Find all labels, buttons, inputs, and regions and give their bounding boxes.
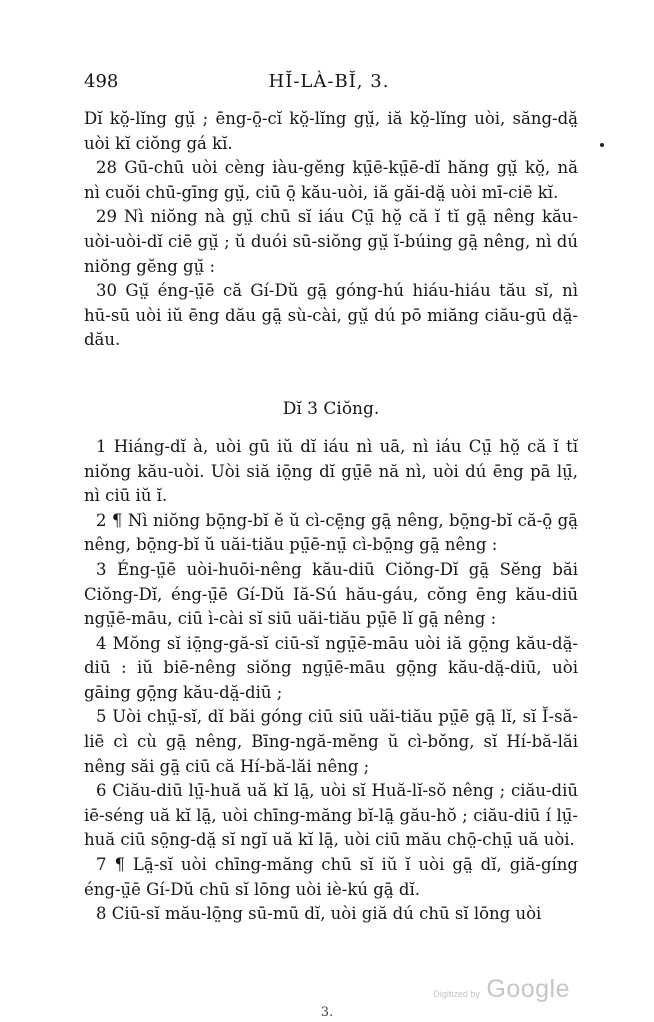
verse-4: 4 Mŏng sĭ iō̤ng-gă-sĭ ciū-sĭ ngṳ̄ē-māu uòi iă gō̤ng kău-dă̤-diū : iŭ biē-nêng siŏng ngṳ̄ē-māu gō̤ng kău-dă̤-diū, uòi gāing gō̤ng kău-dă̤-diū ; [84, 633, 578, 702]
verse-29: 29 Nì niŏng nà gṳ̆ chū sĭ iáu Cṳ̄ hŏ̤ că ĭ tĭ gā̤ nêng kău-uòi-uòi-dĭ ciē gṳ̆ ; ŭ duói sū-siŏng gṳ̆ ĭ-búing gā̤ nêng, nì dú niŏng gĕng gṳ̆ : [84, 207, 578, 276]
verse-7: 7 ¶ Lā̤-sĭ uòi chīng-măng chū sĭ iŭ ĭ uòi gā̤ dĭ, giă-gíng éng-ṳ̄ē Gí-Dŭ chū sĭ lōng uòi iè-kú gā̤ dĭ. [84, 855, 578, 899]
verse-28: 28 Gū-chū uòi cèng iàu-gĕng kṳ̄ē-kṳ̄ē-dĭ hăng gṳ̆ kŏ̤, nă nì cuŏi chū-gīng gṳ̆, ciū ō̤ kău-uòi, iă găi-dă̤ uòi mī-ciē kĭ. [84, 158, 578, 202]
verse-3: 3 Éng-ṳ̄ē uòi-huōi-nêng kău-diū Ciŏng-Dĭ gā̤ Sĕng băi Ciŏng-Dĭ, éng-ṳ̄ē Gí-Dŭ Iă-Sú hău-gáu, cŏng ēng kău-diū ngṳ̄ē-māu, ciū ì-cài sĭ siū uăi-tiău pṳ̄ē lĭ gā̤ nêng : [84, 559, 578, 629]
digitized-watermark [433, 975, 570, 1004]
verse-8: 8 Ciū-sĭ mău-lō̤ng sū-mū dĭ, uòi giă dú chū sĭ lōng uòi [96, 904, 542, 924]
signature-mark: 3. [320, 1005, 334, 1020]
chapter-heading: Dĭ 3 Ciŏng. [282, 398, 380, 419]
verse-2: 2 ¶ Nì niŏng bō̤ng-bĭ ĕ ŭ cì-cē̤ng gā̤ nêng, bō̤ng-bĭ că-ō̤ gā̤ nêng, bō̤ng-bĭ ŭ uăi-tiău pṳ̄ē-nṳ̄ cì-bō̤ng gā̤ nêng : [84, 510, 578, 555]
verse-6: 6 Ciău-diū lṳ̄-huă uă kĭ lā̤, uòi sĭ Huă-lĭ-sŏ nêng ; ciău-diū iē-séng uă kĭ lā̤, uòi chīng-măng bĭ-lā̤ gău-hŏ ; ciău-diū í lṳ̄-huă ciū sō̤ng-dă̤ sĭ ngĭ uă kĭ lā̤, uòi ciū mău chō̤-chṳ̄ uă uòi. [84, 781, 578, 850]
google-logo: Google [486, 975, 570, 1003]
running-title: HĬ-LÀ-BĬ, 3. [268, 71, 390, 92]
verse-30: 30 Gṳ̆ éng-ṳ̄ē că Gí-Dŭ gā̤ góng-hú hiáu-hiáu tău sĭ, nì hū-sū uòi iŭ ēng dău gā̤ sù-cài, gṳ̆ dú pō miăng ciău-gū dă̤-dău. [84, 281, 578, 350]
watermark-prefix: Digitized by [433, 989, 480, 999]
page-number: 498 [84, 71, 119, 92]
paragraph: Dĭ kŏ̤-lĭng gṳ̆ ; ēng-ō̤-cĭ kŏ̤-lĭng gṳ̆, iă kŏ̤-lĭng uòi, săng-dă̤ uòi kĭ ciŏng gá kĭ. [84, 109, 578, 153]
verse-5: 5 Uòi chṳ̄-sĭ, dĭ băi góng ciū siū uăi-tiău pṳ̄ē gā̤ lĭ, sĭ Ĭ-să-liē cì cù gā̤ nêng, Bīng-ngă-mĕng ŭ cì-bŏng, sĭ Hí-bă-lăi nêng săi gā̤ ciū că Hí-bă-lăi nêng ; [84, 707, 578, 776]
page-body [84, 107, 578, 927]
verse-1: 1 Hiáng-dĭ à, uòi gū iŭ dĭ iáu nì uā, nì iáu Cṳ̄ hŏ̤ că ĭ tĭ niŏng kău-uòi. Uòi siă iō̤ng dĭ gṳ̄ē nă nì, uòi dú ēng pā lṳ̄, nì ciū iŭ ĭ. [84, 436, 578, 506]
ink-speck [600, 143, 604, 147]
